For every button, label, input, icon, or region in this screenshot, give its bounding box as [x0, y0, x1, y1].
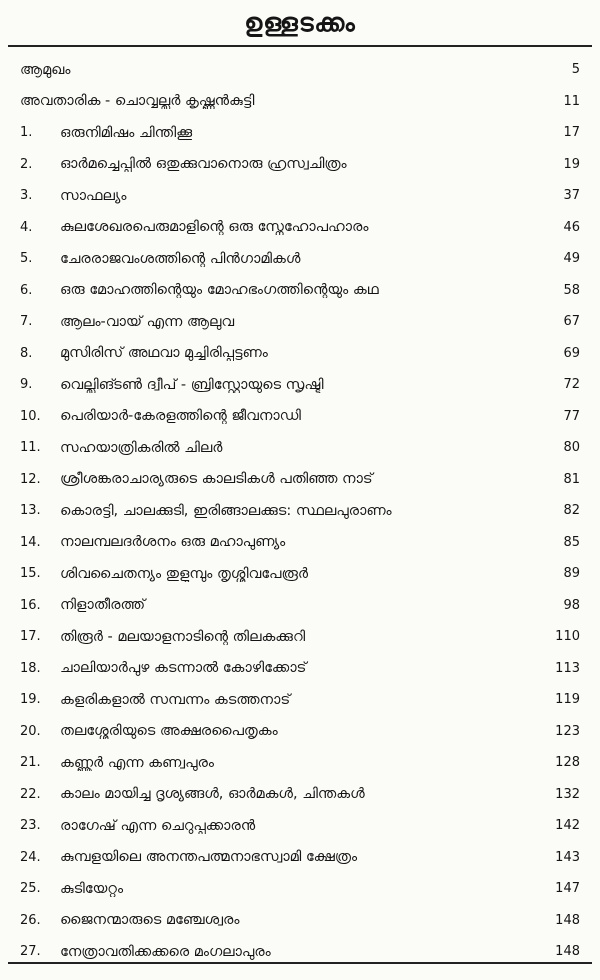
- entry-number: 27.: [20, 944, 41, 960]
- entry-page-number: 110: [555, 629, 580, 645]
- toc-entry: [0, 243, 600, 275]
- entry-number: 14.: [20, 534, 41, 550]
- top-rule: [8, 45, 592, 47]
- entry-title: സഹയാത്രികരിൽ ചിലർ: [60, 439, 223, 456]
- entry-page-number: 143: [555, 849, 580, 865]
- entry-page-number: 89: [563, 566, 580, 582]
- entry-number: 7.: [20, 314, 33, 330]
- entry-title: കുമ്പളയിലെ അനന്തപത്മനാഭസ്വാമി ക്ഷേത്രം: [60, 849, 358, 866]
- toc-entry: [0, 495, 600, 527]
- toc-entry: [0, 86, 600, 118]
- entry-title: കാലം മായിച്ച ദൃശ്യങ്ങൾ, ഓർമകൾ, ചിന്തകൾ: [60, 786, 365, 803]
- toc-entry: [0, 275, 600, 307]
- entry-number: 26.: [20, 912, 41, 928]
- entry-title: രാഗേഷ് എന്ന ചെറുപ്പക്കാരൻ: [60, 817, 256, 834]
- entry-page-number: 98: [563, 597, 580, 613]
- entry-title: ഓർമച്ചെപ്പിൽ ഒതുക്കുവാനൊരു ഹ്രസ്വചിത്രം: [60, 156, 347, 173]
- toc-entry: [0, 905, 600, 937]
- entry-title: മുസിരിസ് അഥവാ മുച്ചിരിപ്പട്ടണം: [60, 345, 268, 362]
- entry-page-number: 67: [563, 314, 580, 330]
- entry-number: 11.: [20, 440, 41, 456]
- entry-number: 24.: [20, 849, 41, 865]
- entry-number: 13.: [20, 503, 41, 519]
- toc-entry: [0, 873, 600, 905]
- entry-title: ആമുഖം: [20, 61, 71, 78]
- entry-page-number: 77: [563, 408, 580, 424]
- entry-number: 21.: [20, 755, 41, 771]
- entry-number: 15.: [20, 566, 41, 582]
- entry-number: 25.: [20, 881, 41, 897]
- toc-entry: [0, 338, 600, 370]
- entry-page-number: 142: [555, 818, 580, 834]
- entry-title: കണ്ണൂർ എന്ന കണ്വപുരം: [60, 754, 214, 771]
- entry-page-number: 37: [563, 188, 580, 204]
- entry-title: കളരികളാൽ സമ്പന്നം കടത്തനാട്: [60, 691, 291, 708]
- entry-title: കൊരട്ടി, ചാലക്കുടി, ഇരിങ്ങാലക്കുട: സ്ഥലപുരാണം: [60, 502, 392, 519]
- entry-number: 16.: [20, 597, 41, 613]
- entry-page-number: 49: [563, 251, 580, 267]
- entry-page-number: 147: [555, 881, 580, 897]
- entry-page-number: 17: [563, 125, 580, 141]
- entry-number: 19.: [20, 692, 41, 708]
- toc-entry: [0, 653, 600, 685]
- entry-title: ശിവചൈതന്യം തുളുമ്പും തൃശ്ശിവപേരൂർ: [60, 565, 308, 582]
- toc-entry: [0, 306, 600, 338]
- toc-entry: [0, 590, 600, 622]
- entry-page-number: 69: [563, 345, 580, 361]
- entry-title: ഒരുനിമിഷം ചിന്തിക്കൂ: [60, 124, 193, 141]
- entry-title: വെല്ലിങ്ടൺ ദ്വീപ് - ബ്രിസ്റ്റോയുടെ സൃഷ്ടി: [60, 376, 324, 393]
- entry-number: 2.: [20, 156, 33, 172]
- entry-page-number: 11: [563, 93, 580, 109]
- toc-entry: [0, 117, 600, 149]
- table-of-contents: [0, 54, 600, 968]
- toc-entry: [0, 180, 600, 212]
- toc-entry: [0, 779, 600, 811]
- entry-page-number: 119: [555, 692, 580, 708]
- entry-title: നേത്രാവതിക്കക്കരെ മംഗലാപുരം: [60, 943, 271, 960]
- toc-entry: [0, 149, 600, 181]
- toc-entry: [0, 369, 600, 401]
- toc-entry: [0, 842, 600, 874]
- toc-entry: [0, 54, 600, 86]
- entry-title: ജൈനന്മാരുടെ മഞ്ചേശ്വരം: [60, 912, 240, 929]
- entry-title: നാലമ്പലദർശനം ഒരു മഹാപുണ്യം: [60, 534, 286, 551]
- entry-number: 23.: [20, 818, 41, 834]
- entry-number: 10.: [20, 408, 41, 424]
- entry-page-number: 132: [555, 786, 580, 802]
- entry-title: ശ്രീശങ്കരാചാര്യരുടെ കാലടികൾ പതിഞ്ഞ നാട്: [60, 471, 373, 488]
- toc-entry: [0, 212, 600, 244]
- entry-title: ആലം-വായ് എന്ന ആലുവ: [60, 313, 235, 330]
- entry-number: 4.: [20, 219, 33, 235]
- entry-page-number: 19: [563, 156, 580, 172]
- toc-entry: [0, 558, 600, 590]
- entry-page-number: 85: [563, 534, 580, 550]
- toc-entry: [0, 684, 600, 716]
- entry-number: 6.: [20, 282, 33, 298]
- toc-entry: [0, 810, 600, 842]
- entry-page-number: 80: [563, 440, 580, 456]
- toc-entry: [0, 716, 600, 748]
- contents-title: ഉള്ളടക്കം: [244, 8, 356, 37]
- entry-number: 20.: [20, 723, 41, 739]
- toc-entry: [0, 747, 600, 779]
- entry-title: കുടിയേറ്റം: [60, 880, 124, 897]
- entry-title: പെരിയാർ-കേരളത്തിന്റെ ജീവനാഡി: [60, 408, 301, 425]
- entry-title: അവതാരിക - ചൊവ്വല്ലൂർ കൃഷ്ണൻകുട്ടി: [20, 93, 255, 110]
- entry-page-number: 82: [563, 503, 580, 519]
- entry-page-number: 81: [563, 471, 580, 487]
- entry-title: നിളാതീരത്ത്: [60, 597, 146, 614]
- entry-page-number: 123: [555, 723, 580, 739]
- entry-title: ഒരു മോഹത്തിന്റെയും മോഹഭംഗത്തിന്റെയും കഥ: [60, 282, 379, 299]
- entry-title: സാഫല്യം: [60, 187, 127, 204]
- entry-number: 1.: [20, 125, 33, 141]
- entry-title: ചാലിയാർപുഴ കടന്നാൽ കോഴിക്കോട്: [60, 660, 307, 677]
- entry-page-number: 148: [555, 944, 580, 960]
- bottom-rule: [8, 962, 592, 964]
- entry-number: 12.: [20, 471, 41, 487]
- toc-entry: [0, 432, 600, 464]
- toc-entry: [0, 401, 600, 433]
- entry-page-number: 58: [563, 282, 580, 298]
- entry-title: ചേരരാജവംശത്തിന്റെ പിൻഗാമികൾ: [60, 250, 301, 267]
- entry-number: 22.: [20, 786, 41, 802]
- entry-number: 8.: [20, 345, 33, 361]
- entry-title: കുലശേഖരപെരുമാളിന്റെ ഒരു സ്നേഹോപഹാരം: [60, 219, 369, 236]
- entry-page-number: 113: [555, 660, 580, 676]
- entry-title: തിരൂർ - മലയാളനാടിന്റെ തിലകക്കുറി: [60, 628, 306, 645]
- entry-number: 17.: [20, 629, 41, 645]
- entry-page-number: 148: [555, 912, 580, 928]
- entry-number: 5.: [20, 251, 33, 267]
- toc-entry: [0, 527, 600, 559]
- entry-number: 3.: [20, 188, 33, 204]
- entry-page-number: 46: [563, 219, 580, 235]
- entry-number: 18.: [20, 660, 41, 676]
- entry-page-number: 72: [563, 377, 580, 393]
- entry-page-number: 128: [555, 755, 580, 771]
- toc-entry: [0, 464, 600, 496]
- entry-page-number: 5: [571, 62, 580, 78]
- entry-title: തലശ്ശേരിയുടെ അക്ഷരപൈതൃകം: [60, 723, 278, 740]
- toc-entry: [0, 621, 600, 653]
- entry-number: 9.: [20, 377, 33, 393]
